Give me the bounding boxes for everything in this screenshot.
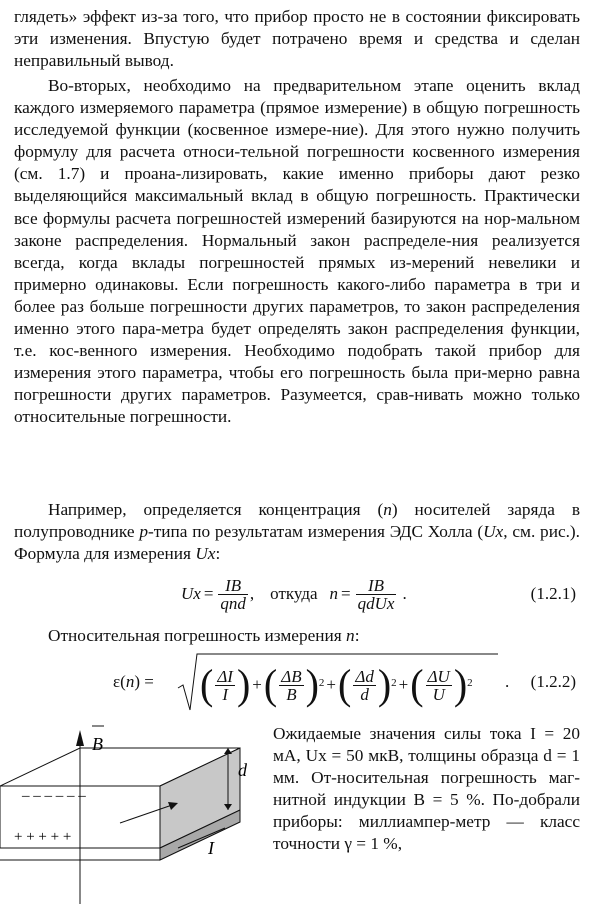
hall-sample-figure	[0, 718, 270, 904]
equation-1-2-1: Ux = $\frac{IB}{\text{qnd}}$ , откуда n = $\frac{IB}{\text{qdUx}}$ . (1.2.1)	[181, 575, 576, 613]
equation-number-2: (1.2.2)	[530, 672, 576, 691]
minus-charges: – – – – – –	[22, 788, 86, 804]
equation-number-1: (1.2.1)	[530, 584, 576, 603]
side-paragraph: Ожидаемые значения силы тока I = 20 мА, Ux = 50 мкВ, толщины образца d = 1 мм. От-носительная погрешность маг-нитной индукции B = 5 %. По-добрали приборы: миллиампер-метр — класс точности γ = 1 %,	[273, 724, 580, 854]
label-I: I	[208, 838, 214, 858]
paragraph-1: глядеть» эффект из-за того, что прибор просто не в состоянии фиксировать эти изменения. Впустую будет потрачено время и средства и сделан неправильный вывод.	[14, 7, 580, 71]
paragraph-2: Во-вторых, необходимо на предварительном этапе оценить вклад каждого измеряемого параметра (прямое измерение) в общую погрешность исследуемой функции (косвенное измере-ние). Для этого нужно получить формулу для расчета относи-тельной погрешности косвенного измерения (см. 1.7) и проана-лизировать, какие именно приборы дают резко выделяющийся максимальный вклад в общую погрешность. Практически все формулы расчета погрешностей измерений базируются на нор-мальном законе распределения. Нормальный закон распределе-ния реализуется всегда, когда вклады погрешностей прямых из-мерений невелики и примерно одинаковы. Если погрешность какого-либо параметра в три и более раз больше погрешности других параметров, то закон распределения именно этого пара-метра будет определять закон распределения функции, т.е. кос-венного измерения. Необходимо подобрать такой прибор для измерения этого параметра, чтобы его погрешность была при-мерно равна погрешности других параметров. Разумеется, срав-нивать можно только относительные погрешности.	[14, 76, 580, 427]
label-B: B	[92, 734, 103, 754]
plus-charges: + + + + +	[14, 829, 72, 845]
relative-error-label: Относительная погрешность измерения n:	[48, 626, 360, 645]
paragraph-3: Например, определяется концентрация (n) носителей заряда в полупроводнике p-типа по результатам измерения ЭДС Холла (Ux, см. рис.). Формула для измерения Ux:	[14, 500, 581, 564]
label-d: d	[238, 760, 247, 780]
equation-1-2-2: ε(n) = ( $\frac{\Delta I}{I}$ ) + ( $\frac{\Delta B}{B}$ ) 2 + ( $\frac{\Delta d}{d}$ ) 2 + ( $\frac{\Delta U}{U}$ ) 2 . (1.2.2)	[0, 650, 590, 714]
